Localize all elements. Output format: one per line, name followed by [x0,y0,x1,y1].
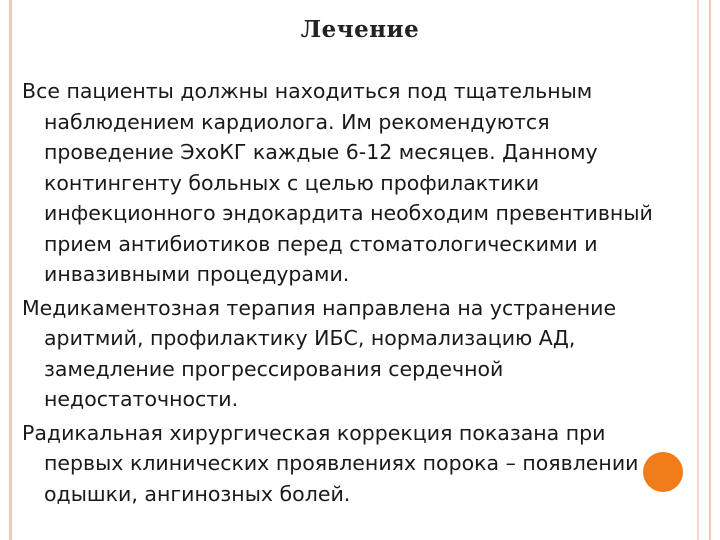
slide-left-border [9,0,12,540]
decorative-orange-circle [643,452,683,492]
paragraph-patient-monitoring: Все пациенты должны находиться под тщательным наблюдением кардиолога. Им рекомендуются проведение ЭхоКГ каждые 6-12 месяцев. Данному контингенту больных с целью профилактики инфекционного эндокардита необходим превентивный прием антибиотиков перед стоматологическими и инвазивными процедурами. [22,79,653,286]
slide-right-border-outer [709,0,711,540]
slide-body [22,76,667,512]
paragraph-drug-therapy: Медикаментозная терапия направлена на устранение аритмий, профилактику ИБС, нормализацию АД, замедление прогрессирования сердечной недостаточности. [22,295,617,411]
paragraph-surgical-correction: Радикальная хирургическая коррекция показана при первых клинических проявлениях порока – появлении одышки, ангинозных болей. [22,420,639,506]
slide-right-border-inner [697,0,699,540]
slide-title: Лечение [300,16,420,43]
